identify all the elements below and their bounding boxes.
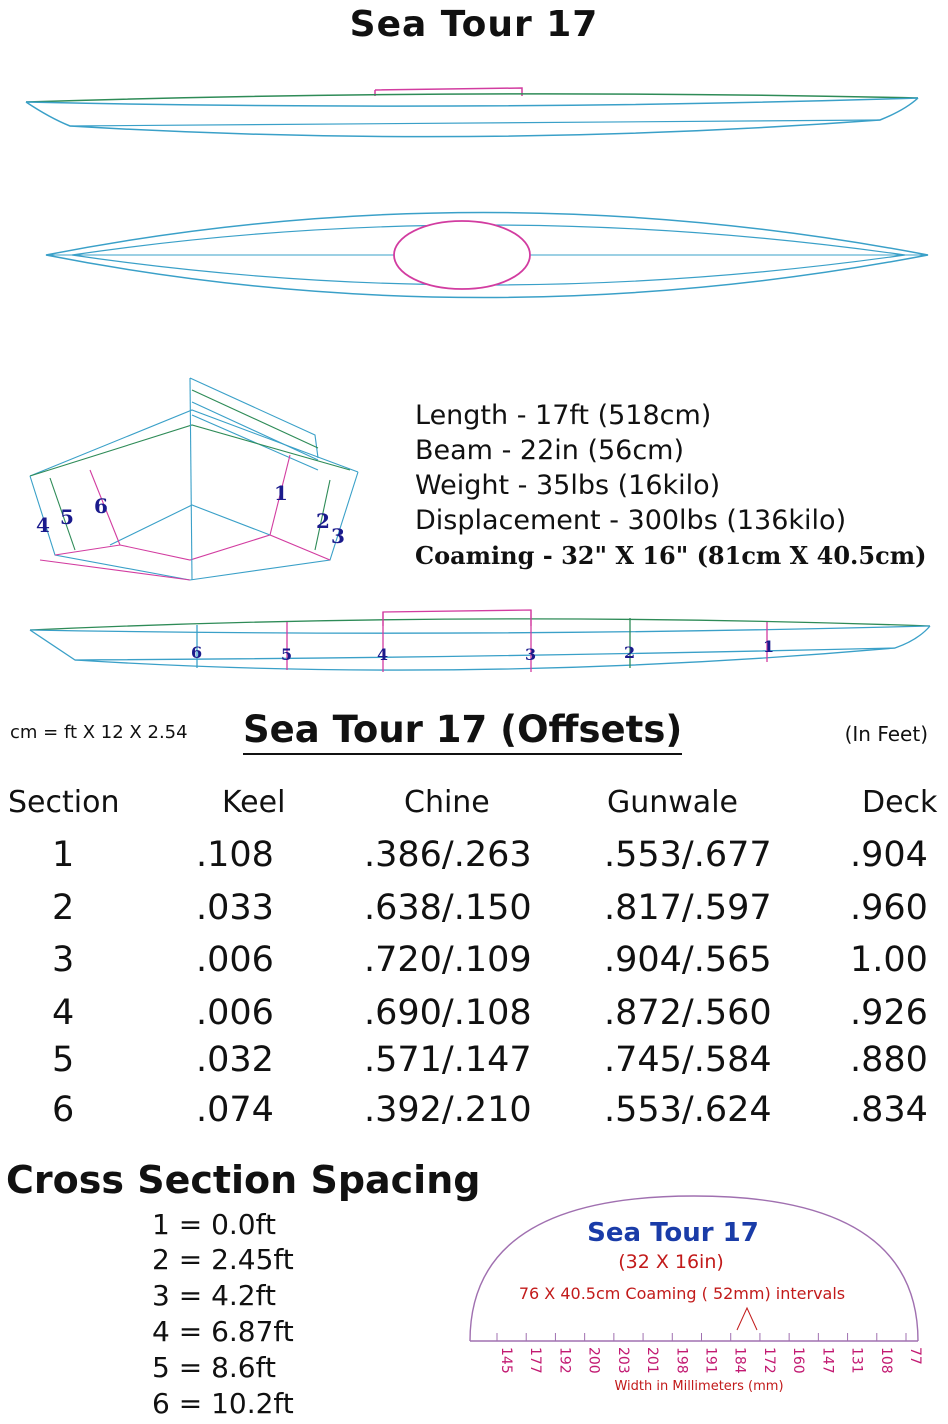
- coaming-tick-label: 191: [702, 1347, 719, 1374]
- coaming-title: Sea Tour 17: [587, 1218, 759, 1248]
- spacing-item: 5 = 8.6ft: [152, 1351, 276, 1384]
- table-cell: .032: [196, 1040, 274, 1080]
- spec-beam: Beam - 22in (56cm): [415, 435, 685, 466]
- coaming-tick-label: 172: [760, 1347, 777, 1374]
- coaming-tick-label: 184: [731, 1347, 748, 1374]
- table-cell: .904/.565: [604, 940, 772, 980]
- coaming-tick-label: 108: [877, 1347, 894, 1374]
- coaming-tick-label: 192: [556, 1347, 573, 1374]
- offsets-title: Sea Tour 17 (Offsets): [243, 708, 682, 755]
- section-profile-drawing: [0, 600, 948, 680]
- plan-view-drawing: [0, 200, 948, 320]
- table-cell: .033: [196, 888, 274, 928]
- spec-displacement: Displacement - 300lbs (136kilo): [415, 505, 847, 536]
- coaming-template-drawing: [0, 1190, 948, 1400]
- table-cell: .834: [850, 1090, 928, 1130]
- station-label-3: 3: [525, 645, 537, 664]
- table-cell: 1.00: [850, 940, 928, 980]
- coaming-tick-label: 200: [585, 1347, 602, 1374]
- spacing-item: 2 = 2.45ft: [152, 1243, 294, 1276]
- perspective-label-4: 4: [36, 513, 50, 537]
- coaming-ticks: [497, 1333, 923, 1374]
- header-section: Section: [8, 785, 120, 820]
- coaming-tick-label: 177: [527, 1347, 544, 1374]
- table-cell: .880: [850, 1040, 928, 1080]
- coaming-tick-label: 145: [498, 1347, 514, 1374]
- header-deck: Deck: [862, 785, 938, 820]
- table-cell: .745/.584: [604, 1040, 772, 1080]
- coaming-tick-label: 198: [673, 1347, 690, 1374]
- table-cell: .926: [850, 993, 928, 1033]
- station-label-4: 4: [377, 645, 389, 664]
- table-section-number: 6: [52, 1090, 75, 1130]
- perspective-label-3: 3: [331, 524, 345, 548]
- coaming-note: 76 X 40.5cm Coaming ( 52mm) intervals: [518, 1284, 846, 1303]
- table-cell: .817/.597: [604, 888, 772, 928]
- perspective-view-drawing: [0, 370, 400, 590]
- table-cell: .690/.108: [364, 993, 532, 1033]
- table-cell: .571/.147: [364, 1040, 532, 1080]
- table-cell: .386/.263: [364, 835, 532, 875]
- spec-coaming: Coaming - 32" X 16" (81cm X 40.5cm): [415, 541, 927, 570]
- table-cell: .553/.624: [604, 1090, 772, 1130]
- station-label-6: 6: [191, 643, 203, 662]
- table-cell: .638/.150: [364, 888, 532, 928]
- coaming-tick-label: 131: [848, 1347, 865, 1374]
- spacing-item: 4 = 6.87ft: [152, 1315, 294, 1348]
- perspective-label-6: 6: [94, 494, 108, 518]
- coaming-tick-label: 77: [907, 1347, 923, 1365]
- header-chine: Chine: [404, 785, 490, 820]
- header-keel: Keel: [222, 785, 286, 820]
- station-label-2: 2: [624, 643, 636, 662]
- specifications-list: [415, 398, 926, 573]
- conversion-note: cm = ft X 12 X 2.54: [10, 722, 188, 743]
- table-cell: .392/.210: [364, 1090, 532, 1130]
- perspective-label-5: 5: [60, 505, 74, 529]
- table-cell: .108: [196, 835, 274, 875]
- spec-weight: Weight - 35lbs (16kilo): [415, 470, 721, 501]
- station-label-5: 5: [281, 645, 293, 664]
- table-cell: .006: [196, 993, 274, 1033]
- side-profile-drawing: [0, 80, 948, 160]
- table-cell: .872/.560: [604, 993, 772, 1033]
- table-section-number: 3: [52, 940, 75, 980]
- spacing-title: Cross Section Spacing: [6, 1158, 481, 1202]
- table-cell: .006: [196, 940, 274, 980]
- spacing-item: 3 = 4.2ft: [152, 1279, 276, 1312]
- spacing-item: 1 = 0.0ft: [152, 1208, 276, 1241]
- station-label-1: 1: [763, 637, 775, 656]
- spacing-item: 6 = 10.2ft: [152, 1387, 294, 1420]
- coaming-tick-label: 147: [819, 1347, 836, 1374]
- table-cell: .074: [196, 1090, 274, 1130]
- table-cell: .553/.677: [604, 835, 772, 875]
- coaming-tick-label: 203: [614, 1347, 631, 1374]
- table-section-number: 1: [52, 835, 75, 875]
- units-note: (In Feet): [844, 722, 928, 746]
- page-title: Sea Tour 17: [349, 4, 599, 45]
- coaming-tick-label: 160: [790, 1347, 807, 1374]
- table-cell: .960: [850, 888, 928, 928]
- coaming-subtitle: (32 X 16in): [618, 1251, 724, 1273]
- table-section-number: 5: [52, 1040, 75, 1080]
- table-section-number: 4: [52, 993, 75, 1033]
- spec-length: Length - 17ft (518cm): [415, 400, 712, 431]
- perspective-label-2: 2: [316, 509, 330, 533]
- table-section-number: 2: [52, 888, 75, 928]
- table-cell: .904: [850, 835, 928, 875]
- perspective-label-1: 1: [274, 481, 288, 505]
- coaming-axis-label: Width in Millimeters (mm): [614, 1379, 784, 1394]
- header-gunwale: Gunwale: [607, 785, 738, 820]
- table-cell: .720/.109: [364, 940, 532, 980]
- coaming-tick-label: 201: [644, 1347, 661, 1374]
